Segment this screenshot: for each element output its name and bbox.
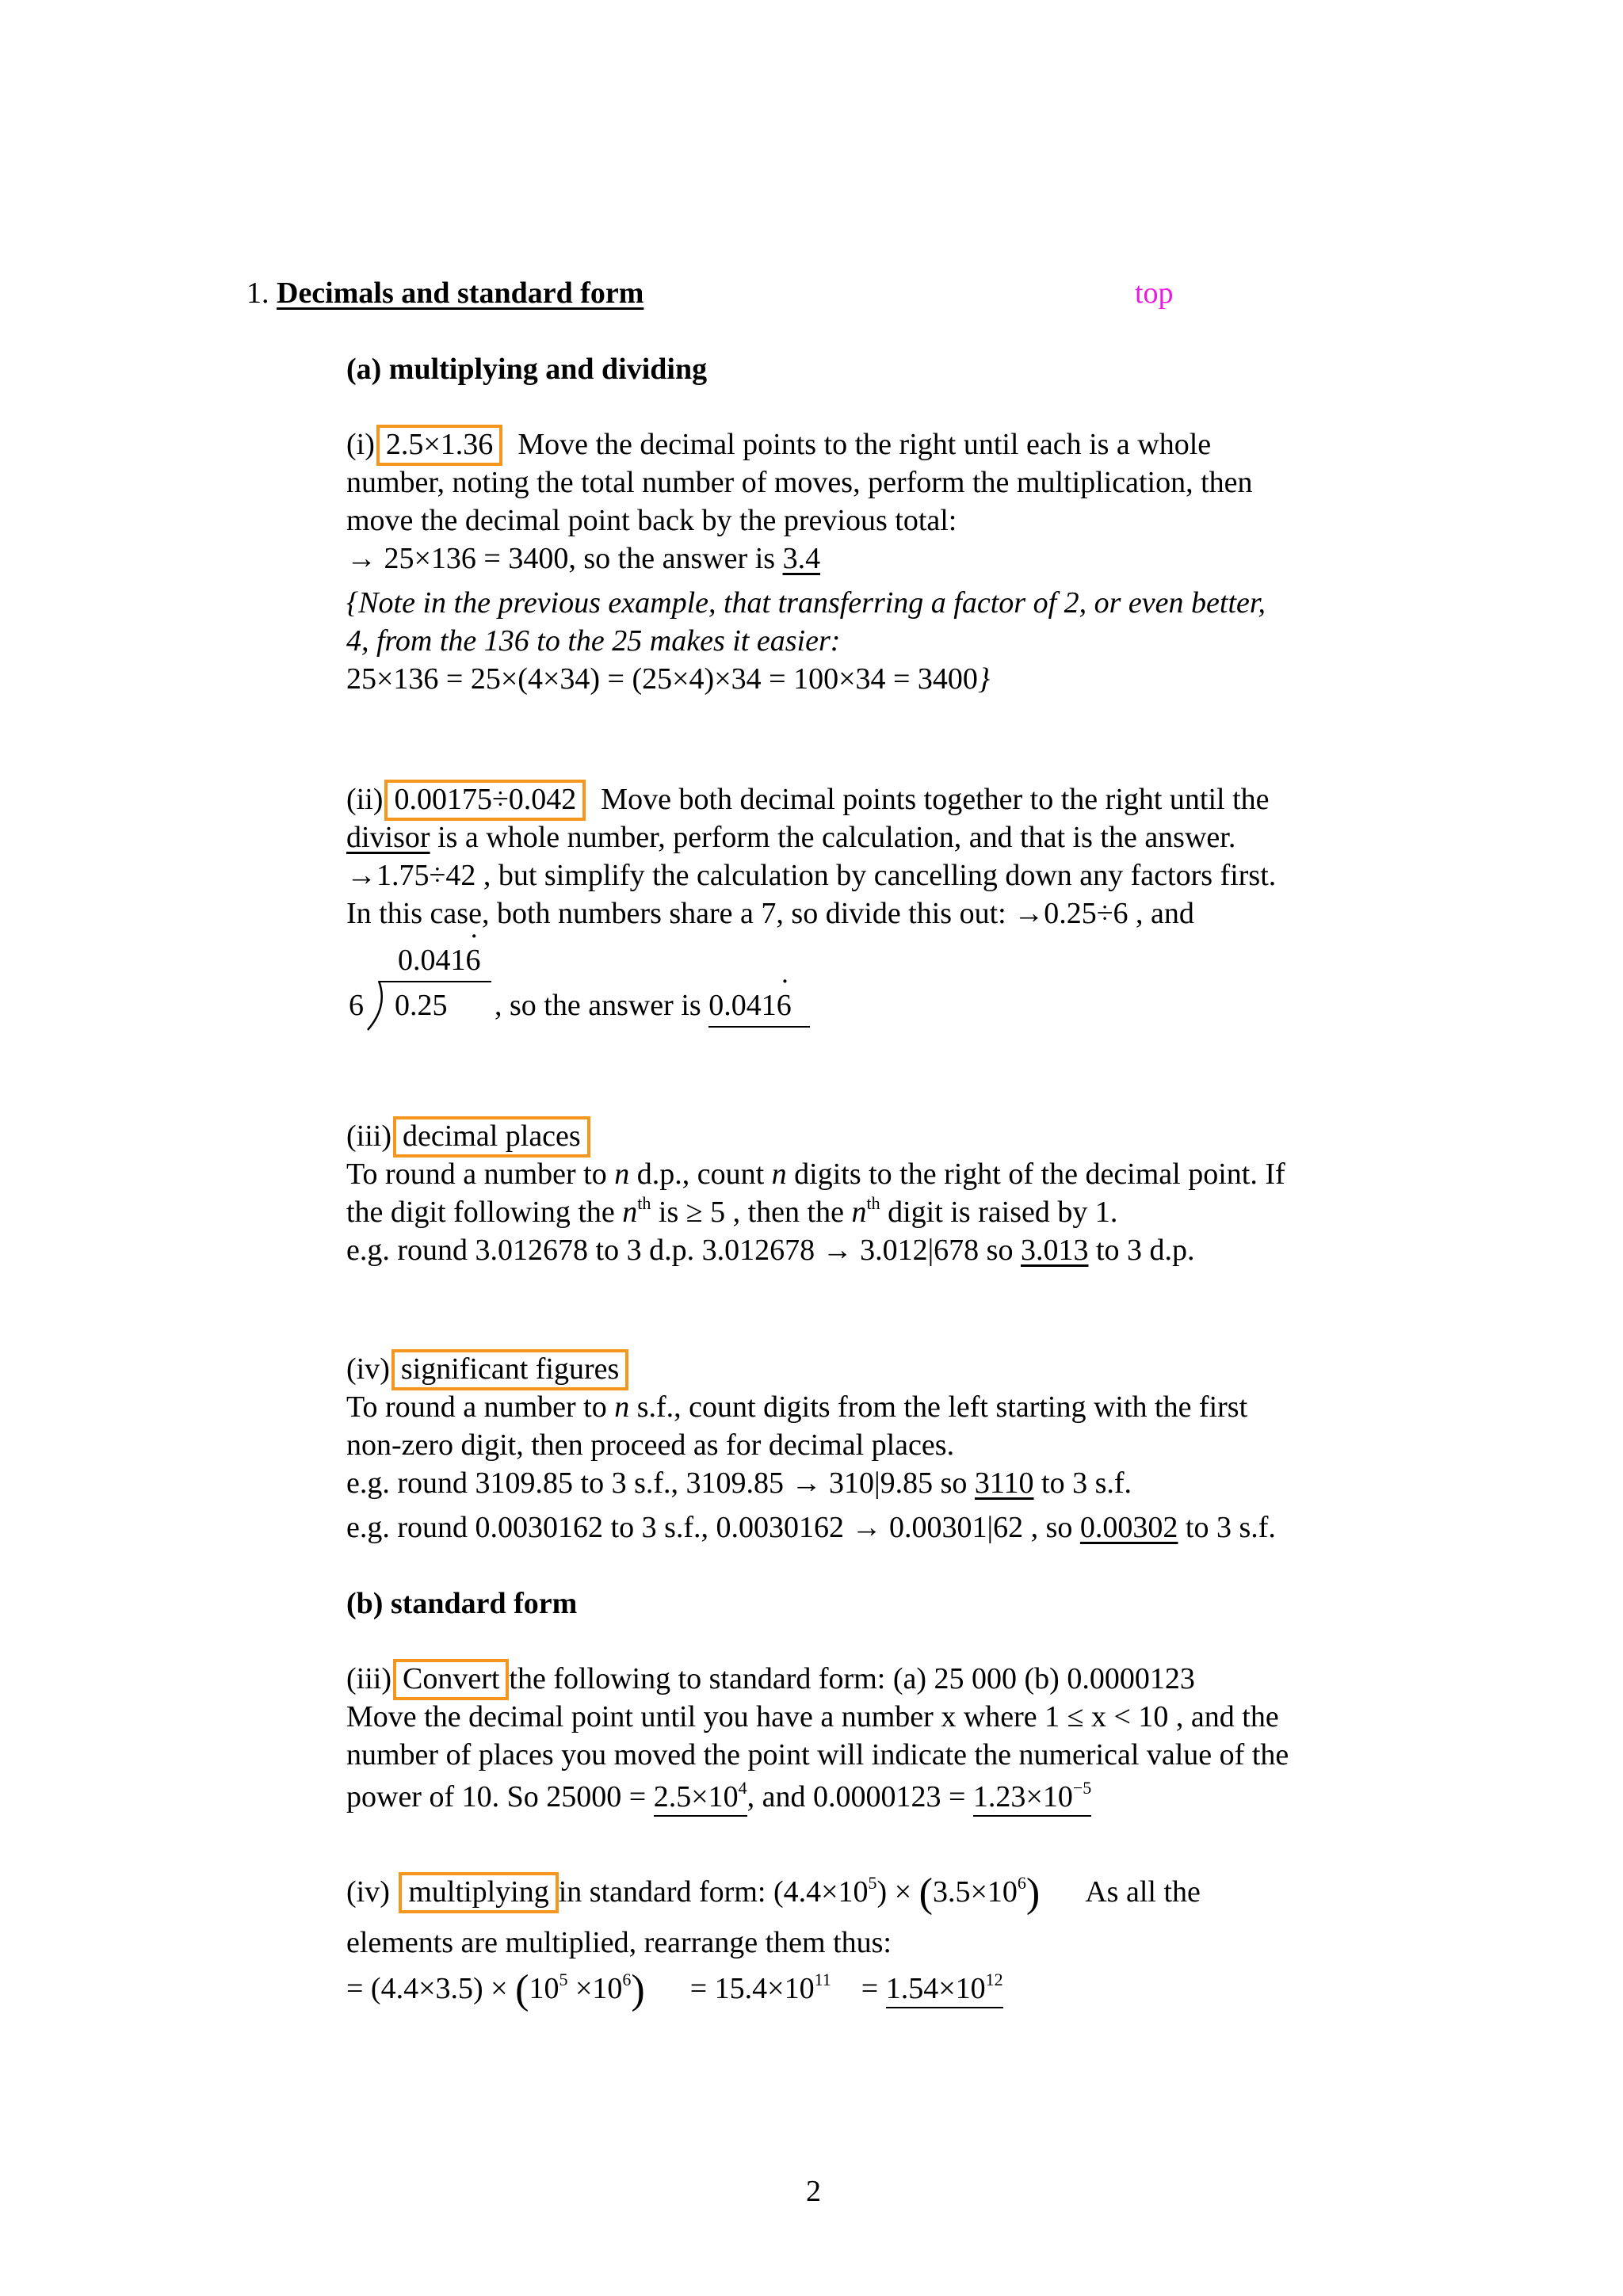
body-text: To round a number to xyxy=(346,1158,607,1191)
answer: 3.013 xyxy=(1020,1234,1089,1267)
answer-exponent: 12 xyxy=(985,1970,1003,1989)
answer: 3.4 xyxy=(782,542,821,575)
body-text: ) × xyxy=(876,1875,912,1909)
part-a-ii-line3: →1.75÷42 , but simplify the calculation by cancelling down any factors first. xyxy=(346,859,1277,892)
note-calc: 25×136 = 25×(4×34) = (25×4)×34 = 100×34 = 3400 xyxy=(346,662,978,696)
item-label: (iii) xyxy=(346,1119,391,1153)
answer: 0.00302 xyxy=(1079,1511,1178,1544)
superscript-th: th xyxy=(637,1193,651,1213)
part-a-iv-example1 xyxy=(346,1464,1132,1502)
body-text: , and 0.0000123 = xyxy=(747,1780,966,1814)
division-quotient xyxy=(398,941,481,979)
body-text: digits to the right of the decimal point. If xyxy=(794,1158,1285,1191)
example-tail: to 3 d.p. xyxy=(1095,1234,1195,1267)
item-label: (i) xyxy=(346,428,375,461)
example-tail: to 3 s.f. xyxy=(1041,1466,1132,1500)
calc-tail: , so the answer is xyxy=(568,542,776,575)
body-text: s.f., count digits from the left starting with the first xyxy=(636,1390,1248,1424)
body-text: 3.5×10 xyxy=(932,1875,1018,1909)
answer xyxy=(708,986,810,1028)
body-text: Move the decimal points to the right until each is a whole xyxy=(517,428,1212,461)
boxed-expression: Convert xyxy=(393,1659,509,1700)
exponent: 11 xyxy=(814,1970,831,1989)
part-a-i-calc xyxy=(346,540,820,578)
answer-2 xyxy=(973,1780,1091,1817)
note-line3 xyxy=(346,660,990,698)
body-text: is a whole number, perform the calculation, and that is the answer. xyxy=(437,821,1236,854)
top-link[interactable]: top xyxy=(1135,277,1174,310)
boxed-expression: decimal places xyxy=(393,1116,590,1158)
recurring-digit: 6 ˙ xyxy=(466,944,481,977)
body-text: digit is raised by 1. xyxy=(888,1196,1118,1229)
part-a-i-line3: move the decimal point back by the previous total: xyxy=(346,504,957,537)
paren-open: ( xyxy=(515,1967,529,2012)
item-label: (iii) xyxy=(346,1662,391,1695)
body-text: As all the xyxy=(1085,1875,1201,1909)
body-text: Move both decimal points together to the right until the xyxy=(601,783,1270,816)
part-a-iii-line2 xyxy=(346,1155,1285,1193)
part-a-iv-line3: non-zero digit, then proceed as for decimal places. xyxy=(346,1428,955,1462)
body-text: = 15.4×10 xyxy=(689,1972,815,2005)
variable-n: n xyxy=(771,1158,787,1191)
superscript-th: th xyxy=(866,1193,880,1213)
answer-base: 2.5×10 xyxy=(653,1780,739,1814)
body-text: in standard form: (4.4×10 xyxy=(558,1875,869,1909)
item-label: (ii) xyxy=(346,783,384,816)
body-text: To round a number to xyxy=(346,1390,607,1424)
boxed-expression: 2.5×1.36 xyxy=(376,425,502,466)
division-tail xyxy=(495,986,810,1028)
part-b-iii-line1 xyxy=(346,1660,1195,1698)
note-line2: 4, from the 136 to the 25 makes it easier: xyxy=(346,624,841,658)
division-divisor: 6 xyxy=(349,989,364,1022)
answer-exponent: −5 xyxy=(1072,1778,1092,1798)
boxed-expression: multiplying xyxy=(399,1872,558,1913)
exponent: 5 xyxy=(559,1970,568,1989)
section-title: Decimals and standard form xyxy=(277,277,644,310)
part-b-heading: (b) standard form xyxy=(346,1587,578,1620)
part-a-heading: (a) multiplying and dividing xyxy=(346,353,708,386)
body-text: = xyxy=(861,1972,879,2005)
part-a-ii-line1 xyxy=(346,780,1270,818)
division-dividend: 0.25 xyxy=(395,989,448,1022)
body-text: the digit following the xyxy=(346,1196,615,1229)
part-a-ii-line2 xyxy=(346,818,1235,856)
variable-n: n xyxy=(851,1196,867,1229)
answer-base: 1.23×10 xyxy=(972,1780,1073,1814)
part-a-ii-line4: In this case, both numbers share a 7, so divide this out: →0.25÷6 , and xyxy=(346,897,1194,930)
note-line1: {Note in the previous example, that transferring a factor of 2, or even better, xyxy=(346,586,1266,620)
divisor-word: divisor xyxy=(346,821,430,854)
body-text: 10 xyxy=(529,1972,559,2005)
part-a-iii-example xyxy=(346,1231,1195,1269)
item-label: (iv) xyxy=(346,1875,390,1909)
body-text: the following to standard form: (a) 25 000 (b) 0.0000123 xyxy=(509,1662,1195,1695)
paren-close: ) xyxy=(1025,1871,1041,1916)
section-heading xyxy=(246,274,643,312)
division-bracket xyxy=(365,981,384,1032)
part-a-iii-line1 xyxy=(346,1117,590,1155)
final-answer xyxy=(886,1972,1003,2008)
part-a-i-line1 xyxy=(346,425,1211,463)
answer: 3110 xyxy=(974,1466,1034,1500)
part-b-iii-line3: number of places you moved the point will indicate the numerical value of the xyxy=(346,1738,1289,1772)
body-text: ×10 xyxy=(575,1972,623,2005)
body-text: = (4.4×3.5) × xyxy=(346,1972,508,2005)
part-a-i-line2: number, noting the total number of moves, perform the multiplication, then xyxy=(346,466,1253,499)
boxed-expression: 0.00175÷0.042 xyxy=(384,780,586,821)
section-number: 1. xyxy=(246,277,269,310)
division-bar xyxy=(379,981,491,982)
part-a-iv-line2 xyxy=(346,1388,1247,1426)
tail-text: , so the answer is xyxy=(495,989,701,1022)
answer-1 xyxy=(654,1780,747,1817)
body-text: power of 10. So 25000 = xyxy=(346,1780,647,1814)
calc-text: → 25×136 = 3400 xyxy=(346,542,569,575)
part-a-iii-line3 xyxy=(346,1193,1117,1231)
exponent: 5 xyxy=(868,1873,877,1893)
example-tail: to 3 s.f. xyxy=(1185,1511,1276,1544)
answer-exponent: 4 xyxy=(738,1778,747,1798)
note-close: } xyxy=(977,662,991,696)
answer-digits: 0.041 xyxy=(708,989,777,1022)
part-a-iv-line1 xyxy=(346,1350,628,1388)
part-b-iii-line2: Move the decimal point until you have a number x where 1 ≤ x < 10 , and the xyxy=(346,1700,1279,1733)
paren-open: ( xyxy=(918,1871,933,1916)
part-b-iii-line4 xyxy=(346,1778,1091,1816)
part-b-iv-line3 xyxy=(346,1967,1003,2012)
quotient-digits: 0.041 xyxy=(398,944,466,977)
variable-n: n xyxy=(614,1158,630,1191)
variable-n: n xyxy=(622,1196,638,1229)
body-text: is ≥ 5 , then the xyxy=(658,1196,844,1229)
answer-base: 1.54×10 xyxy=(885,1972,986,2005)
example-text: e.g. round 3109.85 to 3 s.f., 3109.85 → 310|9.85 so xyxy=(346,1466,968,1500)
item-label: (iv) xyxy=(346,1352,390,1386)
recurring-digit: 6 ˙ xyxy=(777,989,792,1022)
part-b-iv-line1 xyxy=(346,1871,1201,1916)
page-number: 2 xyxy=(806,2175,821,2208)
paren-close: ) xyxy=(631,1967,645,2012)
body-text: d.p., count xyxy=(636,1158,765,1191)
exponent: 6 xyxy=(622,1970,632,1989)
example-text: e.g. round 0.0030162 to 3 s.f., 0.0030162 → 0.00301|62 , so xyxy=(346,1511,1073,1544)
boxed-expression: significant figures xyxy=(391,1349,628,1390)
example-text: e.g. round 3.012678 to 3 d.p. 3.012678 → 3.012|678 so xyxy=(346,1234,1014,1267)
part-a-iv-example2 xyxy=(346,1508,1276,1547)
variable-n: n xyxy=(614,1390,630,1424)
part-b-iv-line2: elements are multiplied, rearrange them thus: xyxy=(346,1926,892,1959)
exponent: 6 xyxy=(1017,1873,1026,1893)
